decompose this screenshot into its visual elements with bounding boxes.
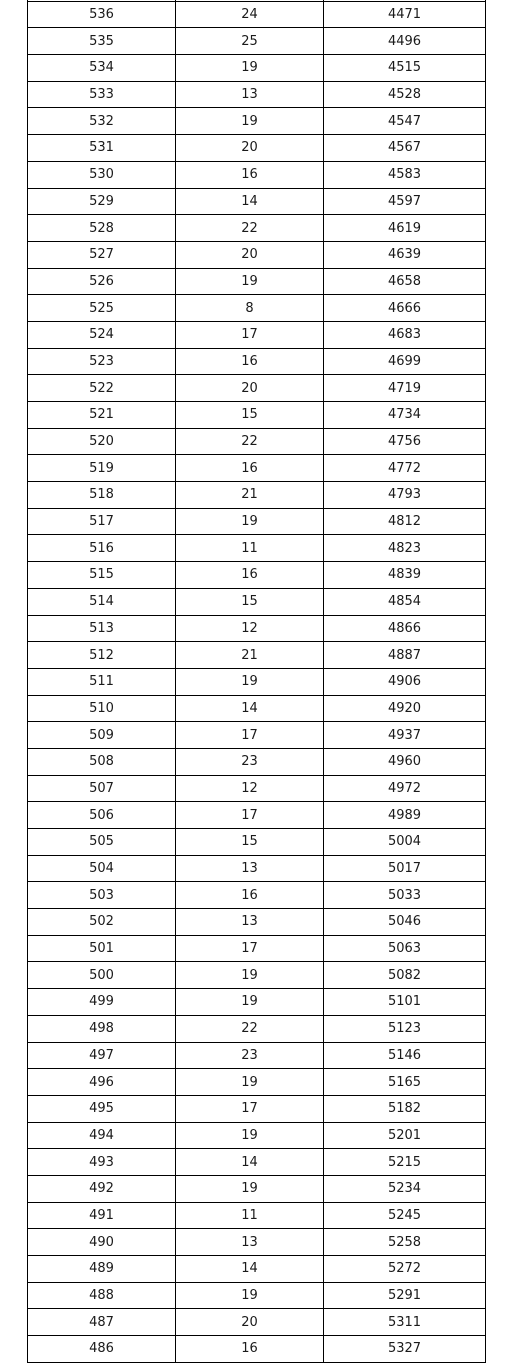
table-row (28, 295, 486, 322)
table-row (28, 989, 486, 1016)
count-cell: 19 (176, 668, 324, 695)
score-cell: 495 (28, 1095, 176, 1122)
table-row (28, 348, 486, 375)
score-cell: 520 (28, 428, 176, 455)
count-cell: 19 (176, 962, 324, 989)
table-row (28, 1015, 486, 1042)
cumulative-cell: 4854 (324, 588, 486, 615)
table-row (28, 321, 486, 348)
count-cell: 20 (176, 1309, 324, 1336)
table-row (28, 55, 486, 82)
cumulative-cell: 5101 (324, 989, 486, 1016)
count-cell: 22 (176, 428, 324, 455)
score-cell: 516 (28, 535, 176, 562)
cumulative-cell: 5182 (324, 1095, 486, 1122)
cumulative-cell: 4471 (324, 1, 486, 28)
count-cell: 19 (176, 1122, 324, 1149)
table-row (28, 1095, 486, 1122)
count-cell: 17 (176, 802, 324, 829)
cumulative-cell: 4583 (324, 161, 486, 188)
score-cell: 513 (28, 615, 176, 642)
cumulative-cell: 4699 (324, 348, 486, 375)
table-row (28, 562, 486, 589)
table-row (28, 1149, 486, 1176)
cumulative-cell: 5123 (324, 1015, 486, 1042)
score-cell: 492 (28, 1175, 176, 1202)
table-row (28, 188, 486, 215)
score-cell: 509 (28, 722, 176, 749)
table-row (28, 802, 486, 829)
score-cell: 534 (28, 55, 176, 82)
count-cell: 19 (176, 108, 324, 135)
table-row (28, 588, 486, 615)
score-cell: 512 (28, 642, 176, 669)
score-cell: 528 (28, 215, 176, 242)
table-row (28, 535, 486, 562)
count-cell: 15 (176, 588, 324, 615)
table-row (28, 508, 486, 535)
table-row (28, 695, 486, 722)
score-cell: 494 (28, 1122, 176, 1149)
cumulative-cell: 4496 (324, 28, 486, 55)
table-row (28, 215, 486, 242)
cumulative-cell: 4683 (324, 321, 486, 348)
score-cell: 496 (28, 1069, 176, 1096)
cumulative-cell: 4756 (324, 428, 486, 455)
score-cell: 518 (28, 482, 176, 509)
count-cell: 13 (176, 855, 324, 882)
table-row (28, 1229, 486, 1256)
score-cell: 508 (28, 748, 176, 775)
cumulative-cell: 4719 (324, 375, 486, 402)
cumulative-cell: 5165 (324, 1069, 486, 1096)
count-cell: 17 (176, 1095, 324, 1122)
score-cell: 487 (28, 1309, 176, 1336)
count-cell: 21 (176, 482, 324, 509)
count-cell: 19 (176, 989, 324, 1016)
score-cell: 489 (28, 1256, 176, 1283)
count-cell: 14 (176, 1256, 324, 1283)
table-row (28, 1282, 486, 1309)
cumulative-cell: 4989 (324, 802, 486, 829)
score-cell: 504 (28, 855, 176, 882)
score-cell: 510 (28, 695, 176, 722)
score-cell: 536 (28, 1, 176, 28)
cumulative-cell: 4658 (324, 268, 486, 295)
table-row (28, 855, 486, 882)
cumulative-cell: 4528 (324, 81, 486, 108)
score-cell: 488 (28, 1282, 176, 1309)
table-row (28, 402, 486, 429)
cumulative-cell: 4906 (324, 668, 486, 695)
score-cell: 497 (28, 1042, 176, 1069)
cumulative-cell: 5033 (324, 882, 486, 909)
count-cell: 20 (176, 241, 324, 268)
count-cell: 12 (176, 775, 324, 802)
count-cell: 14 (176, 188, 324, 215)
count-cell: 14 (176, 1149, 324, 1176)
cumulative-cell: 4887 (324, 642, 486, 669)
count-cell: 23 (176, 1042, 324, 1069)
cumulative-cell: 5245 (324, 1202, 486, 1229)
score-cell: 499 (28, 989, 176, 1016)
table-row (28, 1069, 486, 1096)
cumulative-cell: 4666 (324, 295, 486, 322)
table-row (28, 455, 486, 482)
cumulative-cell: 5046 (324, 909, 486, 936)
table-row (28, 829, 486, 856)
table-row (28, 241, 486, 268)
count-cell: 16 (176, 1336, 324, 1363)
count-cell: 19 (176, 268, 324, 295)
cumulative-cell: 5234 (324, 1175, 486, 1202)
cumulative-cell: 5146 (324, 1042, 486, 1069)
score-cell: 530 (28, 161, 176, 188)
cumulative-cell: 4812 (324, 508, 486, 535)
cumulative-cell: 5311 (324, 1309, 486, 1336)
score-cell: 529 (28, 188, 176, 215)
table-row (28, 1202, 486, 1229)
score-cell: 491 (28, 1202, 176, 1229)
count-cell: 22 (176, 215, 324, 242)
score-cell: 486 (28, 1336, 176, 1363)
count-cell: 11 (176, 1202, 324, 1229)
table-row (28, 1256, 486, 1283)
score-table (27, 0, 486, 1363)
cumulative-cell: 4547 (324, 108, 486, 135)
score-cell: 505 (28, 829, 176, 856)
cumulative-cell: 4866 (324, 615, 486, 642)
score-cell: 502 (28, 909, 176, 936)
count-cell: 19 (176, 508, 324, 535)
table-row (28, 1175, 486, 1202)
cumulative-cell: 4793 (324, 482, 486, 509)
cumulative-cell: 5291 (324, 1282, 486, 1309)
table-row (28, 962, 486, 989)
table-row (28, 1336, 486, 1363)
score-cell: 533 (28, 81, 176, 108)
cumulative-cell: 4960 (324, 748, 486, 775)
count-cell: 11 (176, 535, 324, 562)
cumulative-cell: 5272 (324, 1256, 486, 1283)
score-cell: 498 (28, 1015, 176, 1042)
count-cell: 25 (176, 28, 324, 55)
cumulative-cell: 4823 (324, 535, 486, 562)
score-cell: 519 (28, 455, 176, 482)
cumulative-cell: 5258 (324, 1229, 486, 1256)
cumulative-cell: 4972 (324, 775, 486, 802)
count-cell: 20 (176, 375, 324, 402)
count-cell: 16 (176, 455, 324, 482)
count-cell: 13 (176, 81, 324, 108)
cumulative-cell: 4839 (324, 562, 486, 589)
cumulative-cell: 4772 (324, 455, 486, 482)
score-cell: 506 (28, 802, 176, 829)
count-cell: 13 (176, 909, 324, 936)
table-row (28, 1309, 486, 1336)
count-cell: 17 (176, 722, 324, 749)
count-cell: 15 (176, 829, 324, 856)
score-cell: 503 (28, 882, 176, 909)
cumulative-cell: 4619 (324, 215, 486, 242)
score-cell: 531 (28, 135, 176, 162)
count-cell: 16 (176, 161, 324, 188)
cumulative-cell: 4920 (324, 695, 486, 722)
table-row (28, 668, 486, 695)
table-row (28, 482, 486, 509)
score-cell: 507 (28, 775, 176, 802)
count-cell: 21 (176, 642, 324, 669)
cumulative-cell: 5327 (324, 1336, 486, 1363)
score-cell: 501 (28, 935, 176, 962)
table-row (28, 748, 486, 775)
count-cell: 16 (176, 562, 324, 589)
table-row (28, 268, 486, 295)
table-row (28, 428, 486, 455)
score-cell: 523 (28, 348, 176, 375)
table-row (28, 615, 486, 642)
table-row (28, 882, 486, 909)
cumulative-cell: 5215 (324, 1149, 486, 1176)
count-cell: 19 (176, 1175, 324, 1202)
cumulative-cell: 4639 (324, 241, 486, 268)
score-table-body (28, 0, 486, 1362)
count-cell: 20 (176, 135, 324, 162)
count-cell: 23 (176, 748, 324, 775)
cumulative-cell: 5017 (324, 855, 486, 882)
cumulative-cell: 4515 (324, 55, 486, 82)
count-cell: 22 (176, 1015, 324, 1042)
count-cell: 16 (176, 882, 324, 909)
count-cell: 12 (176, 615, 324, 642)
count-cell: 24 (176, 1, 324, 28)
table-row (28, 935, 486, 962)
cumulative-cell: 4597 (324, 188, 486, 215)
cumulative-cell: 4567 (324, 135, 486, 162)
score-cell: 490 (28, 1229, 176, 1256)
score-cell: 515 (28, 562, 176, 589)
score-cell: 526 (28, 268, 176, 295)
cumulative-cell: 5004 (324, 829, 486, 856)
table-row (28, 909, 486, 936)
count-cell: 19 (176, 1069, 324, 1096)
cumulative-cell: 4734 (324, 402, 486, 429)
score-cell: 493 (28, 1149, 176, 1176)
table-row (28, 722, 486, 749)
table-row (28, 28, 486, 55)
count-cell: 16 (176, 348, 324, 375)
score-cell: 535 (28, 28, 176, 55)
table-row (28, 161, 486, 188)
count-cell: 13 (176, 1229, 324, 1256)
count-cell: 8 (176, 295, 324, 322)
score-cell: 500 (28, 962, 176, 989)
count-cell: 19 (176, 1282, 324, 1309)
score-cell: 511 (28, 668, 176, 695)
count-cell: 17 (176, 321, 324, 348)
cumulative-cell: 5063 (324, 935, 486, 962)
score-cell: 522 (28, 375, 176, 402)
count-cell: 14 (176, 695, 324, 722)
table-row (28, 1042, 486, 1069)
score-cell: 524 (28, 321, 176, 348)
table-row (28, 1, 486, 28)
score-cell: 514 (28, 588, 176, 615)
score-cell: 525 (28, 295, 176, 322)
table-row (28, 81, 486, 108)
score-cell: 521 (28, 402, 176, 429)
count-cell: 15 (176, 402, 324, 429)
table-row (28, 642, 486, 669)
count-cell: 19 (176, 55, 324, 82)
score-cell: 532 (28, 108, 176, 135)
score-cell: 517 (28, 508, 176, 535)
cumulative-cell: 5082 (324, 962, 486, 989)
table-row (28, 1122, 486, 1149)
table-row (28, 775, 486, 802)
cumulative-cell: 5201 (324, 1122, 486, 1149)
table-row (28, 108, 486, 135)
score-cell: 527 (28, 241, 176, 268)
cumulative-cell: 4937 (324, 722, 486, 749)
count-cell: 17 (176, 935, 324, 962)
table-row (28, 375, 486, 402)
table-row (28, 135, 486, 162)
